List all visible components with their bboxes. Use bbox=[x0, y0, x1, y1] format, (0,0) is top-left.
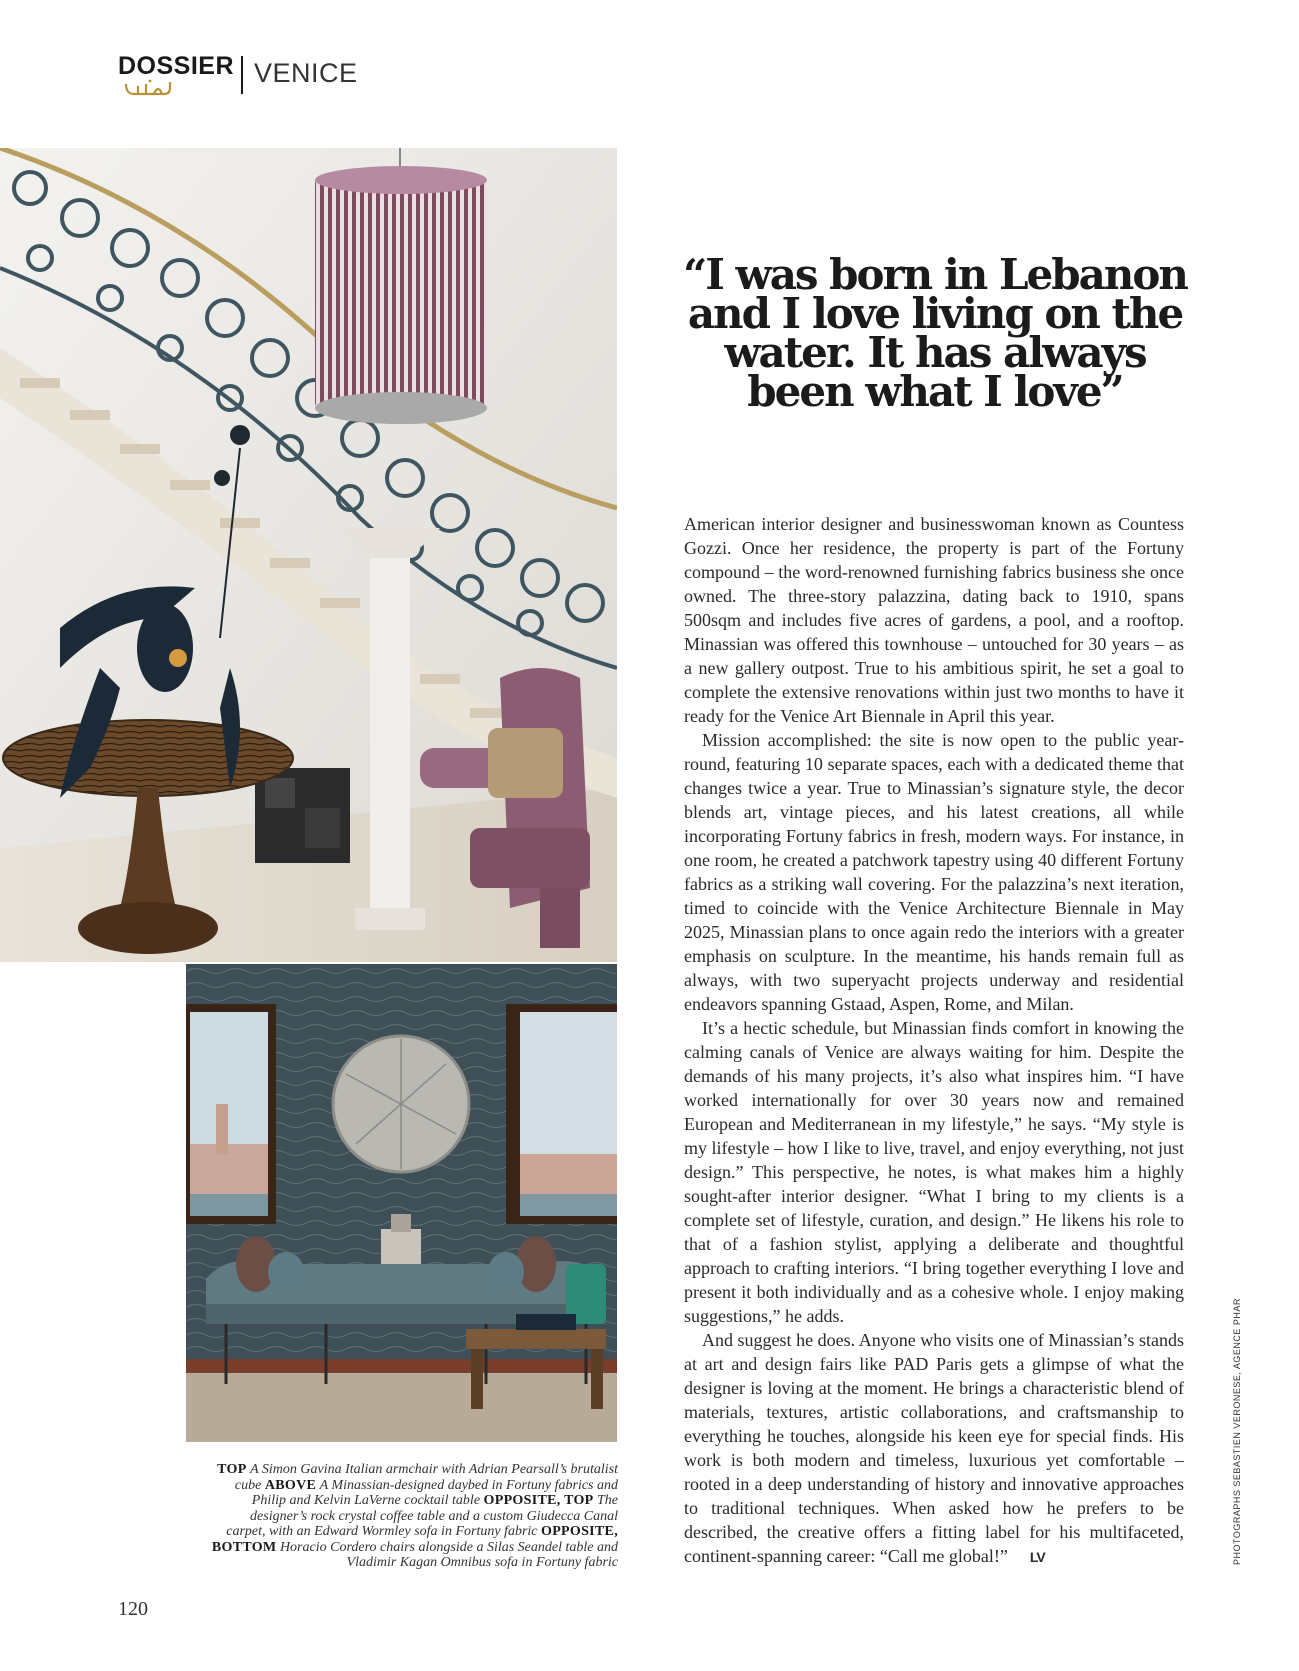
photo-caption bbox=[210, 1462, 618, 1571]
caption-label-opposite-top: OPPOSITE, TOP bbox=[483, 1493, 594, 1508]
dossier-label: DOSSIER bbox=[118, 52, 235, 80]
body-paragraph bbox=[684, 1328, 1184, 1569]
pull-quote: “I was born in Lebanon and I love living on the water. It has always been what I love” bbox=[683, 250, 1187, 416]
body-paragraph-text: And suggest he does. Anyone who visits one of Minassian’s stands at art and design fairs like PAD Paris gets a glimpse of what the designer is loving at the moment. He brings a characteristic blend of materials, textures, artistic collaborations, and craftsmanship to everything he touches, alongside his keen eye for special finds. His work is both modern and timeless, luxurious yet comfortable – rooted in a deep understanding of history and innovative approaches to traditional techniques. When asked how he prefers to be described, the creative offers a fitting label for his multifaceted, continent-spanning career: “Call me global!” bbox=[684, 1330, 1184, 1566]
article-body bbox=[684, 512, 1184, 1569]
body-paragraph: American interior designer and businesswoman known as Countess Gozzi. Once her residence, the property is part of the Fortuny compound – the word-renowned furnishing fabrics business she once owned. The three-story palazzina, dating back to 1910, spans 500sqm and includes five acres of gardens, a pool, and a rooftop. Minassian was offered this townhouse – untouched for 30 years – as a new gallery outpost. True to his ambitious spirit, he set a goal to complete the extensive renovations within just two months to have it ready for the Venice Art Biennale in April this year. bbox=[684, 514, 1184, 726]
body-paragraph: Mission accomplished: the site is now open to the public year-round, featuring 10 separate spaces, each with a dedicated theme that changes twice a year. True to Minassian’s signature style, the decor blends art, vintage pieces, and his latest creations, all while incorporating Fortuny fabrics in fresh, modern ways. For instance, in one room, he created a patchwork tapestry using 40 different Fortuny fabrics as a striking wall covering. For the palazzina’s next iteration, timed to coincide with the Venice Architecture Biennale in May 2025, Minassian plans to once again redo the interiors with a greater emphasis on sculpture. In the meantime, his hands remain full as always, with two superyacht projects underway and residential endeavors spanning Gstaad, Aspen, Rome, and Milan. bbox=[684, 730, 1184, 1014]
caption-text-above: A Minassian-designed daybed in Fortuny fabrics and Philip and Kelvin LaVerne cocktail table bbox=[251, 1477, 618, 1508]
staircase-interior-photo bbox=[0, 148, 617, 962]
end-mark-icon: LV bbox=[1029, 1549, 1045, 1565]
body-paragraph: It’s a hectic schedule, but Minassian finds comfort in knowing the calming canals of Venice are always waiting for him. Despite the demands of his many projects, it’s also what inspires him. “I have worked internationally for over 30 years now and remained European and Mediterranean in my lifestyle,” he says. “My style is my lifestyle – how I like to live, travel, and enjoy everything, not just design.” This perspective, he notes, is what makes him a highly sought-after interior designer. “What I bring to my clients is a complete set of lifestyle, curation, and design.” He likens his role to that of a fashion stylist, applying a deliberate and thoughtful approach to crafting interiors. “I bring together everything I love and present it both individually and as a cohesive whole. I enjoy making suggestions,” he adds. bbox=[684, 1018, 1184, 1326]
caption-label-above: ABOVE bbox=[264, 1477, 317, 1493]
section-title: VENICE bbox=[254, 58, 358, 88]
header-divider bbox=[241, 56, 243, 94]
caption-text-opposite-top: The designer’s rock crystal coffee table and a custom Giudecca Canal carpet, with an Edward Wormley sofa in Fortuny fabric bbox=[226, 1493, 618, 1539]
photo-credit: PHOTOGRAPHS SEBASTIEN VERONESE, AGENCE PHAR bbox=[1232, 1298, 1242, 1565]
caption-label-top: TOP bbox=[217, 1462, 247, 1477]
arabic-logo-icon bbox=[124, 78, 172, 98]
caption-text-opposite-bottom: Horacio Cordero chairs alongside a Silas Seandel table and Vladimir Kagan Omnibus sofa in Fortuny fabric bbox=[279, 1539, 618, 1570]
daybed-room-photo bbox=[186, 964, 617, 1442]
caption-text-top: A Simon Gavina Italian armchair with Adrian Pearsall’s brutalist cube bbox=[234, 1462, 618, 1493]
caption-label-opposite-bottom: OPPOSITE, BOTTOM bbox=[211, 1524, 618, 1555]
page-number: 120 bbox=[118, 1598, 148, 1620]
